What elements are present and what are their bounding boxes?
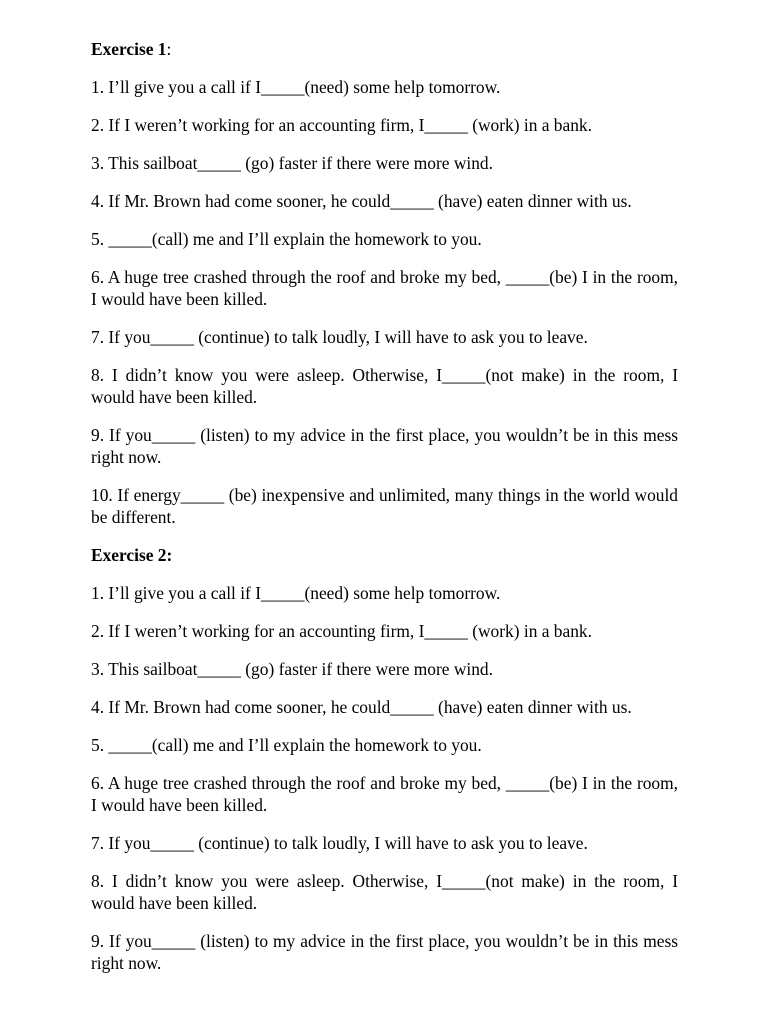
exercise-1-item: 1. I’ll give you a call if I_____(need) some help tomorrow.	[91, 77, 501, 97]
exercise-1-item: 4. If Mr. Brown had come sooner, he could_____ (have) eaten dinner with us.	[91, 191, 632, 211]
exercise-1-item: 2. If I weren’t working for an accounting firm, I_____ (work) in a bank.	[91, 115, 592, 135]
exercise-2-item: 9. If you_____ (listen) to my advice in the first place, you wouldn’t be in this mess right now.	[91, 931, 678, 973]
exercise-2-title: Exercise 2:	[91, 545, 173, 565]
exercise-1-item: 5. _____(call) me and I’ll explain the homework to you.	[91, 229, 482, 249]
exercise-2-item: 4. If Mr. Brown had come sooner, he could_____ (have) eaten dinner with us.	[91, 697, 632, 717]
exercise-1-item: 6. A huge tree crashed through the roof and broke my bed, _____(be) I in the room, I would have been killed.	[91, 267, 678, 309]
exercise-1-item: 3. This sailboat_____ (go) faster if there were more wind.	[91, 153, 493, 173]
exercise-2-item: 7. If you_____ (continue) to talk loudly, I will have to ask you to leave.	[91, 833, 588, 853]
exercise-1-item: 7. If you_____ (continue) to talk loudly, I will have to ask you to leave.	[91, 327, 588, 347]
exercise-1-item: 10. If energy_____ (be) inexpensive and unlimited, many things in the world would be different.	[91, 485, 678, 527]
exercise-1-title-suffix: :	[166, 39, 172, 59]
exercise-2-heading	[91, 544, 678, 566]
exercise-1-item: 9. If you_____ (listen) to my advice in the first place, you wouldn’t be in this mess right now.	[91, 425, 678, 467]
document-page	[91, 38, 678, 990]
exercise-2-item: 6. A huge tree crashed through the roof and broke my bed, _____(be) I in the room, I would have been killed.	[91, 773, 678, 815]
exercise-1-item: 8. I didn’t know you were asleep. Otherwise, I_____(not make) in the room, I would have been killed.	[91, 365, 678, 407]
exercise-2-item: 5. _____(call) me and I’ll explain the homework to you.	[91, 735, 482, 755]
exercise-2-item: 3. This sailboat_____ (go) faster if there were more wind.	[91, 659, 493, 679]
exercise-1-title: Exercise 1	[91, 39, 167, 59]
exercise-2-item: 1. I’ll give you a call if I_____(need) some help tomorrow.	[91, 583, 501, 603]
exercise-2-item: 8. I didn’t know you were asleep. Otherwise, I_____(not make) in the room, I would have been killed.	[91, 871, 678, 913]
exercise-2-item: 2. If I weren’t working for an accounting firm, I_____ (work) in a bank.	[91, 621, 592, 641]
exercise-1-heading	[91, 38, 678, 60]
